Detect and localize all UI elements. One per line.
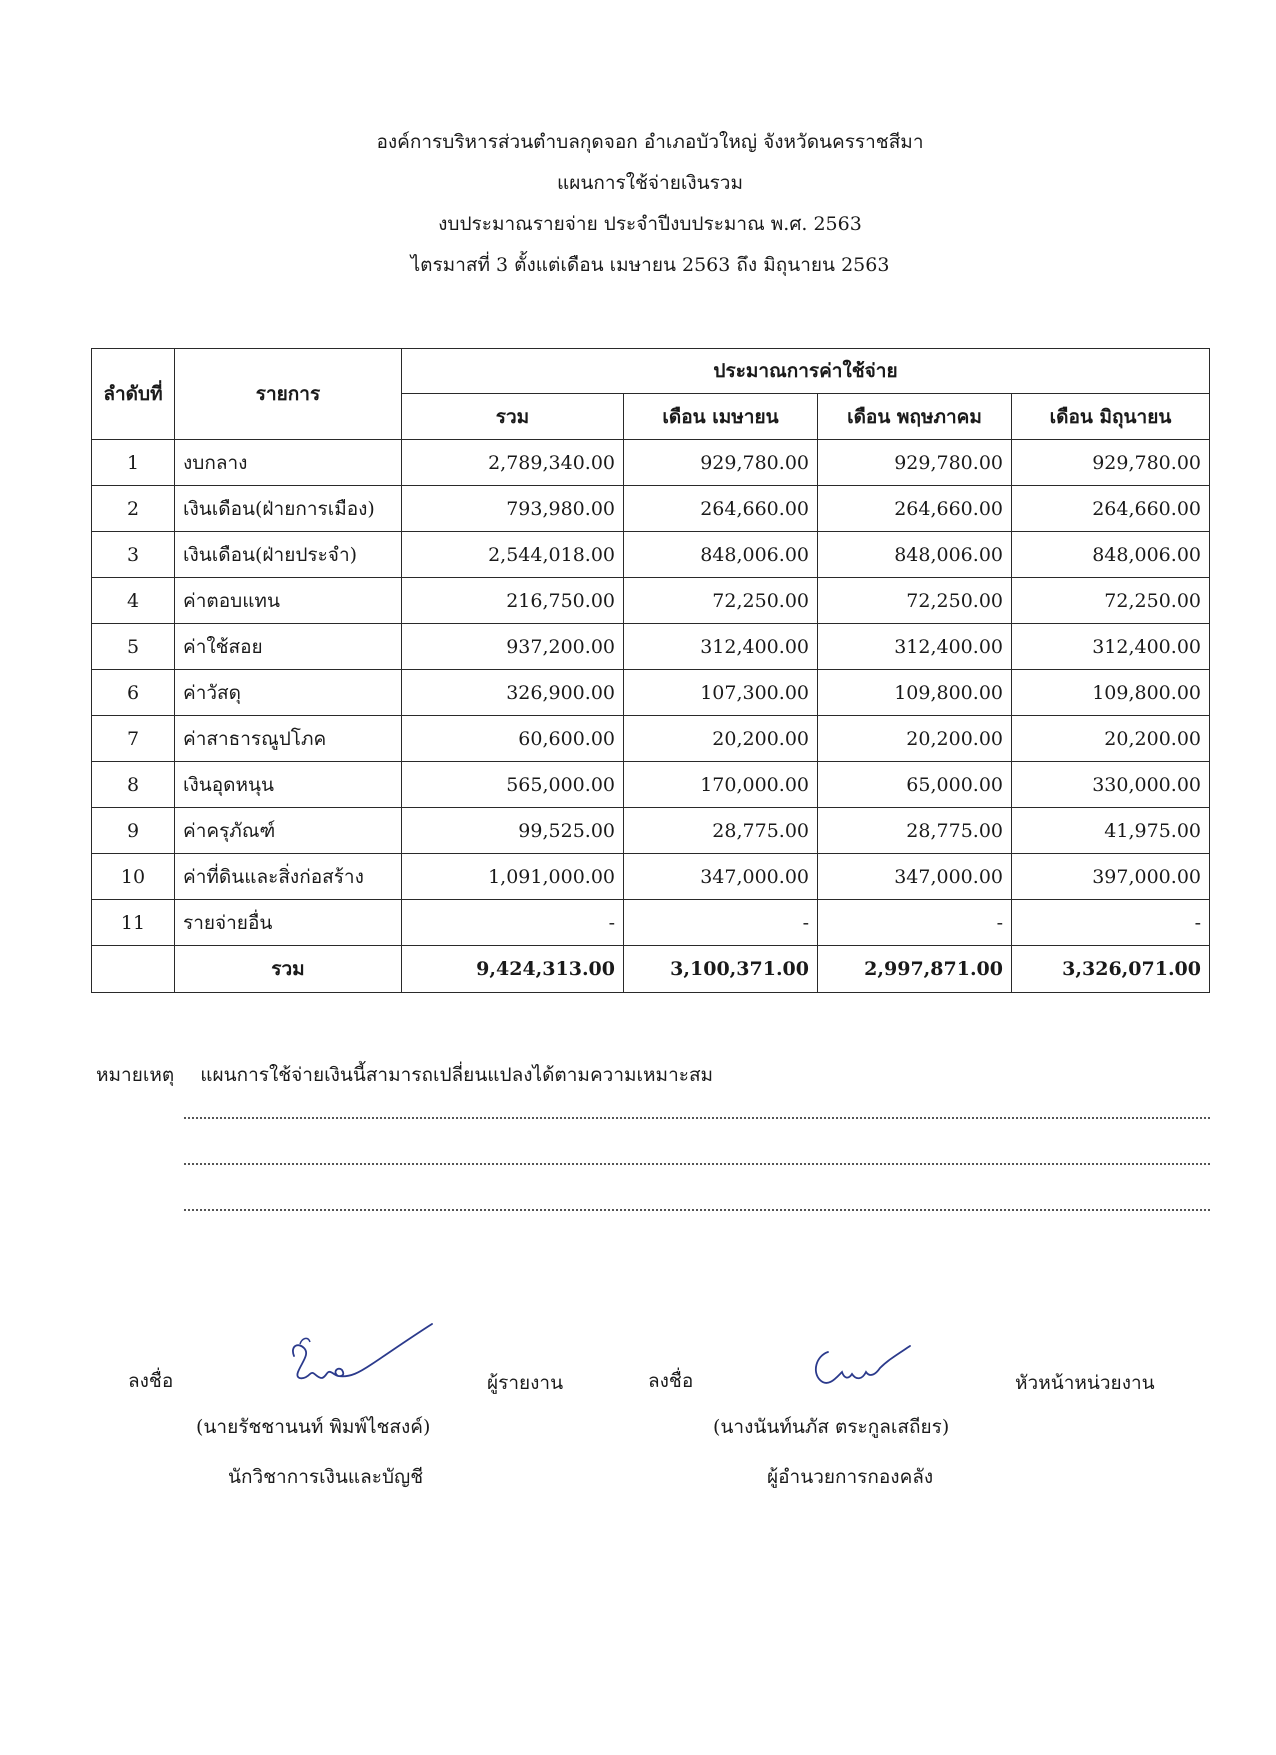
row-may: 848,006.00 <box>818 532 1012 578</box>
total-label: รวม <box>175 946 402 993</box>
row-number: 4 <box>92 578 175 624</box>
budget-title: งบประมาณรายจ่าย ประจำปีงบประมาณ พ.ศ. 2563 <box>438 213 862 235</box>
total-row-no <box>92 946 175 993</box>
row-may: 264,660.00 <box>818 486 1012 532</box>
row-april: 848,006.00 <box>624 532 818 578</box>
row-number: 8 <box>92 762 175 808</box>
row-item: ค่าครุภัณฑ์ <box>175 808 402 854</box>
table-row <box>92 486 1210 532</box>
left-role: ผู้รายงาน <box>487 1372 564 1394</box>
row-may: - <box>818 900 1012 946</box>
row-number: 11 <box>92 900 175 946</box>
left-sign-label: ลงชื่อ <box>128 1370 174 1392</box>
row-april: 347,000.00 <box>624 854 818 900</box>
row-april: 20,200.00 <box>624 716 818 762</box>
left-name: (นายรัชชานนท์ พิมพ์ไชสงค์) <box>196 1416 431 1438</box>
col-header-no: ลำดับที่ <box>92 349 175 440</box>
col-header-may: เดือน พฤษภาคม <box>818 394 1012 440</box>
table-row <box>92 762 1210 808</box>
row-april: 312,400.00 <box>624 624 818 670</box>
row-number: 7 <box>92 716 175 762</box>
table-row <box>92 670 1210 716</box>
row-total: - <box>402 900 624 946</box>
row-may: 65,000.00 <box>818 762 1012 808</box>
row-april: 170,000.00 <box>624 762 818 808</box>
row-may: 929,780.00 <box>818 440 1012 486</box>
row-item: ค่าวัสดุ <box>175 670 402 716</box>
org-title: องค์การบริหารส่วนตำบลกุดจอก อำเภอบัวใหญ่ จังหวัดนครราชสีมา <box>376 131 924 153</box>
left-signature-mark <box>280 1318 440 1398</box>
table-row <box>92 716 1210 762</box>
row-april: 107,300.00 <box>624 670 818 716</box>
row-june: 20,200.00 <box>1012 716 1210 762</box>
right-position: ผู้อำนวยการกองคลัง <box>767 1466 934 1488</box>
row-total: 99,525.00 <box>402 808 624 854</box>
row-total: 937,200.00 <box>402 624 624 670</box>
row-total: 2,789,340.00 <box>402 440 624 486</box>
right-sign-label: ลงชื่อ <box>648 1370 694 1392</box>
row-june: 929,780.00 <box>1012 440 1210 486</box>
row-item: เงินเดือน(ฝ่ายการเมือง) <box>175 486 402 532</box>
table-row <box>92 624 1210 670</box>
row-number: 10 <box>92 854 175 900</box>
row-item: เงินอุดหนุน <box>175 762 402 808</box>
note-label: หมายเหตุ <box>96 1064 175 1086</box>
row-june: 41,975.00 <box>1012 808 1210 854</box>
row-number: 3 <box>92 532 175 578</box>
row-number: 9 <box>92 808 175 854</box>
note-dotted-line <box>184 1209 1210 1211</box>
row-number: 6 <box>92 670 175 716</box>
col-header-april: เดือน เมษายน <box>624 394 818 440</box>
col-header-group: ประมาณการค่าใช้จ่าย <box>402 349 1210 394</box>
row-june: 848,006.00 <box>1012 532 1210 578</box>
row-total: 216,750.00 <box>402 578 624 624</box>
row-may: 109,800.00 <box>818 670 1012 716</box>
row-total: 1,091,000.00 <box>402 854 624 900</box>
row-number: 5 <box>92 624 175 670</box>
col-header-total: รวม <box>402 394 624 440</box>
total-may: 2,997,871.00 <box>818 946 1012 993</box>
row-item: งบกลาง <box>175 440 402 486</box>
row-total: 2,544,018.00 <box>402 532 624 578</box>
row-june: 72,250.00 <box>1012 578 1210 624</box>
row-april: 929,780.00 <box>624 440 818 486</box>
row-may: 20,200.00 <box>818 716 1012 762</box>
col-header-june: เดือน มิถุนายน <box>1012 394 1210 440</box>
total-april: 3,100,371.00 <box>624 946 818 993</box>
row-item: รายจ่ายอื่น <box>175 900 402 946</box>
row-june: 330,000.00 <box>1012 762 1210 808</box>
row-item: ค่าที่ดินและสิ่งก่อสร้าง <box>175 854 402 900</box>
spending-plan-table <box>91 348 1210 993</box>
right-name: (นางนันท์นภัส ตระกูลเสถียร) <box>713 1416 950 1438</box>
row-june: 109,800.00 <box>1012 670 1210 716</box>
row-total: 60,600.00 <box>402 716 624 762</box>
row-may: 28,775.00 <box>818 808 1012 854</box>
row-june: - <box>1012 900 1210 946</box>
row-april: 264,660.00 <box>624 486 818 532</box>
note <box>96 1060 713 1090</box>
table-row <box>92 532 1210 578</box>
note-text: แผนการใช้จ่ายเงินนี้สามารถเปลี่ยนแปลงได้ตามความเหมาะสม <box>200 1064 714 1086</box>
row-number: 1 <box>92 440 175 486</box>
row-total: 326,900.00 <box>402 670 624 716</box>
total-june: 3,326,071.00 <box>1012 946 1210 993</box>
row-total: 565,000.00 <box>402 762 624 808</box>
right-role: หัวหน้าหน่วยงาน <box>1015 1372 1155 1394</box>
table-row <box>92 440 1210 486</box>
row-item: ค่าใช้สอย <box>175 624 402 670</box>
row-april: 28,775.00 <box>624 808 818 854</box>
row-june: 312,400.00 <box>1012 624 1210 670</box>
right-signature-mark <box>806 1338 916 1398</box>
table-row <box>92 900 1210 946</box>
table-row <box>92 854 1210 900</box>
row-june: 264,660.00 <box>1012 486 1210 532</box>
row-item: ค่าสาธารณูปโภค <box>175 716 402 762</box>
note-dotted-line <box>184 1117 1210 1119</box>
total-row <box>92 946 1210 993</box>
row-item: ค่าตอบแทน <box>175 578 402 624</box>
table-body <box>92 440 1210 946</box>
row-april: - <box>624 900 818 946</box>
col-header-item: รายการ <box>175 349 402 440</box>
table-row <box>92 808 1210 854</box>
row-may: 347,000.00 <box>818 854 1012 900</box>
row-april: 72,250.00 <box>624 578 818 624</box>
row-june: 397,000.00 <box>1012 854 1210 900</box>
row-may: 72,250.00 <box>818 578 1012 624</box>
row-item: เงินเดือน(ฝ่ายประจำ) <box>175 532 402 578</box>
row-total: 793,980.00 <box>402 486 624 532</box>
row-number: 2 <box>92 486 175 532</box>
row-may: 312,400.00 <box>818 624 1012 670</box>
document-header <box>0 122 1276 286</box>
plan-title: แผนการใช้จ่ายเงินรวม <box>556 172 743 194</box>
table-row <box>92 578 1210 624</box>
left-position: นักวิชาการเงินและบัญชี <box>228 1466 424 1488</box>
note-dotted-line <box>184 1163 1210 1165</box>
quarter-title: ไตรมาสที่ 3 ตั้งแต่เดือน เมษายน 2563 ถึง มิถุนายน 2563 <box>410 254 890 276</box>
total-sum: 9,424,313.00 <box>402 946 624 993</box>
